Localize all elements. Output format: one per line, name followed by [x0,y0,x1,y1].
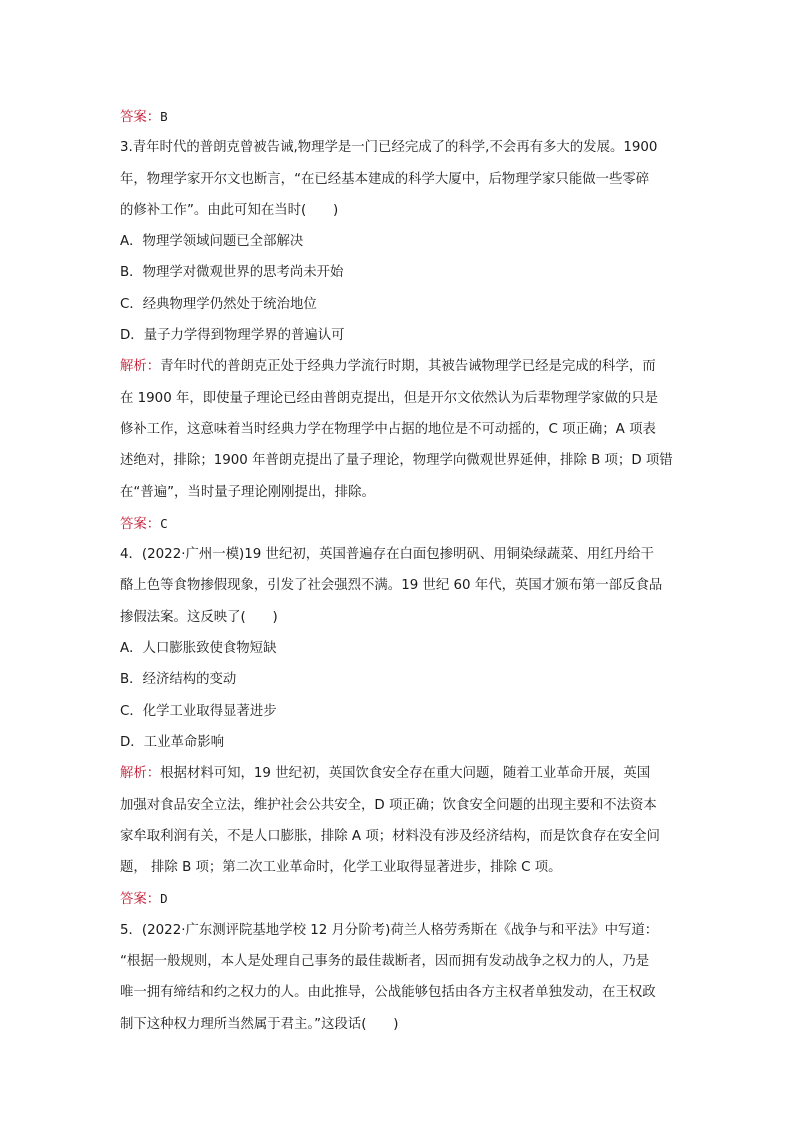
analysis-text: 青年时代的普朗克正处于经典力学流行时期，其被告诫物理学已经是完成的科学，而 [160,359,656,375]
question-3-analysis-line-2: 在 1900 年，即使量子理论已经由普朗克提出，但是开尔文依然认为后辈物理学家做的只是 [120,390,659,406]
question-4-analysis-line-2: 加强对食品安全立法，维护社会公共安全，D 项正确；饮食安全问题的出现主要和不法资本 [120,797,657,813]
question-3-answer-line [120,508,680,539]
question-4-answer-line [120,883,680,914]
question-3-option-d: D．量子力学得到物理学界的普遍认可 [120,328,345,344]
question-3-line-2: 年，物理学家开尔文也断言，“在已经基本建成的科学大厦中，后物理学家只能做一些零碎 [120,171,650,187]
question-5-line-3: 唯一拥有缔结和约之权力的人。由此推导，公战能够包括由各方主权者单独发动，在王权政 [120,985,656,1001]
answer-label: 答案： [120,892,161,908]
answer-value: D [160,891,168,907]
question-4-line-3: 掺假法案。这反映了( ) [120,609,278,625]
question-3-option-b: B．物理学对微观世界的思考尚未开始 [120,265,344,281]
question-5-line-2: “根据一般规则，本人是处理自己事务的最佳裁断者，因而拥有发动战争之权力的人，乃是 [120,954,650,970]
question-3-line-3: 的修补工作”。由此可知在当时( ) [120,202,339,218]
question-4-option-b: B．经济结构的变动 [120,672,237,688]
question-3-analysis-line-5: 在“普遍”，当时量子理论刚刚提出，排除。 [120,484,375,500]
answer-value: C [160,515,168,531]
analysis-label: 解析： [120,766,161,782]
analysis-text: 根据材料可知，19 世纪初，英国饮食安全存在重大问题，随着工业革命开展，英国 [160,766,651,782]
analysis-label: 解析： [120,359,161,375]
question-3-analysis-line-3: 修补工作，这意味着当时经典力学在物理学中占据的地位是不可动摇的，C 项正确；A 项表 [120,421,656,437]
question-4-analysis-line-3: 家牟取利润有关，不是人口膨胀，排除 A 项；材料没有涉及经济结构，而是饮食存在安全问 [120,828,660,844]
answer-label: 答案： [120,110,161,125]
question-3-option-a: A．物理学领域问题已全部解决 [120,234,304,250]
question-3-analysis-line-1 [120,351,680,382]
question-4-option-c: C．化学工业取得显著进步 [120,703,277,719]
question-4-line-2: 酪上色等食物掺假现象，引发了社会强烈不满。19 世纪 60 年代，英国才颁布第一部反食品 [120,578,663,594]
question-4-analysis-line-1 [120,758,680,789]
answer-value: B [160,109,168,124]
answer-label: 答案： [120,516,161,532]
answer-line [120,101,680,132]
question-5-line-4: 制下这种权力理所当然属于君主。”这段话( ) [120,1016,399,1032]
question-4-line-1: 4．(2022·广州一模)19 世纪初，英国普遍存在白面包掺明矾、用铜染绿蔬菜、用红丹给干 [120,547,654,563]
question-3-option-c: C．经典物理学仍然处于统治地位 [120,296,317,312]
question-5-line-1: 5．(2022·广东测评院基地学校 12 月分阶考)荷兰人格劳秀斯在《战争与和平法》中写道： [120,922,659,938]
question-4-option-d: D．工业革命影响 [120,734,225,750]
question-3-analysis-line-4: 述绝对，排除；1900 年普朗克提出了量子理论，物理学向微观世界延伸，排除 B 项；D 项错 [120,453,673,469]
question-3-line-1: 3.青年时代的普朗克曾被告诫,物理学是一门已经完成了的科学,不会再有多大的发展。1900 [120,140,658,156]
question-4-option-a: A．人口膨胀致使食物短缺 [120,641,277,657]
question-4-analysis-line-4: 题， 排除 B 项；第二次工业革命时，化学工业取得显著进步，排除 C 项。 [120,860,562,876]
document-content [120,101,680,1040]
